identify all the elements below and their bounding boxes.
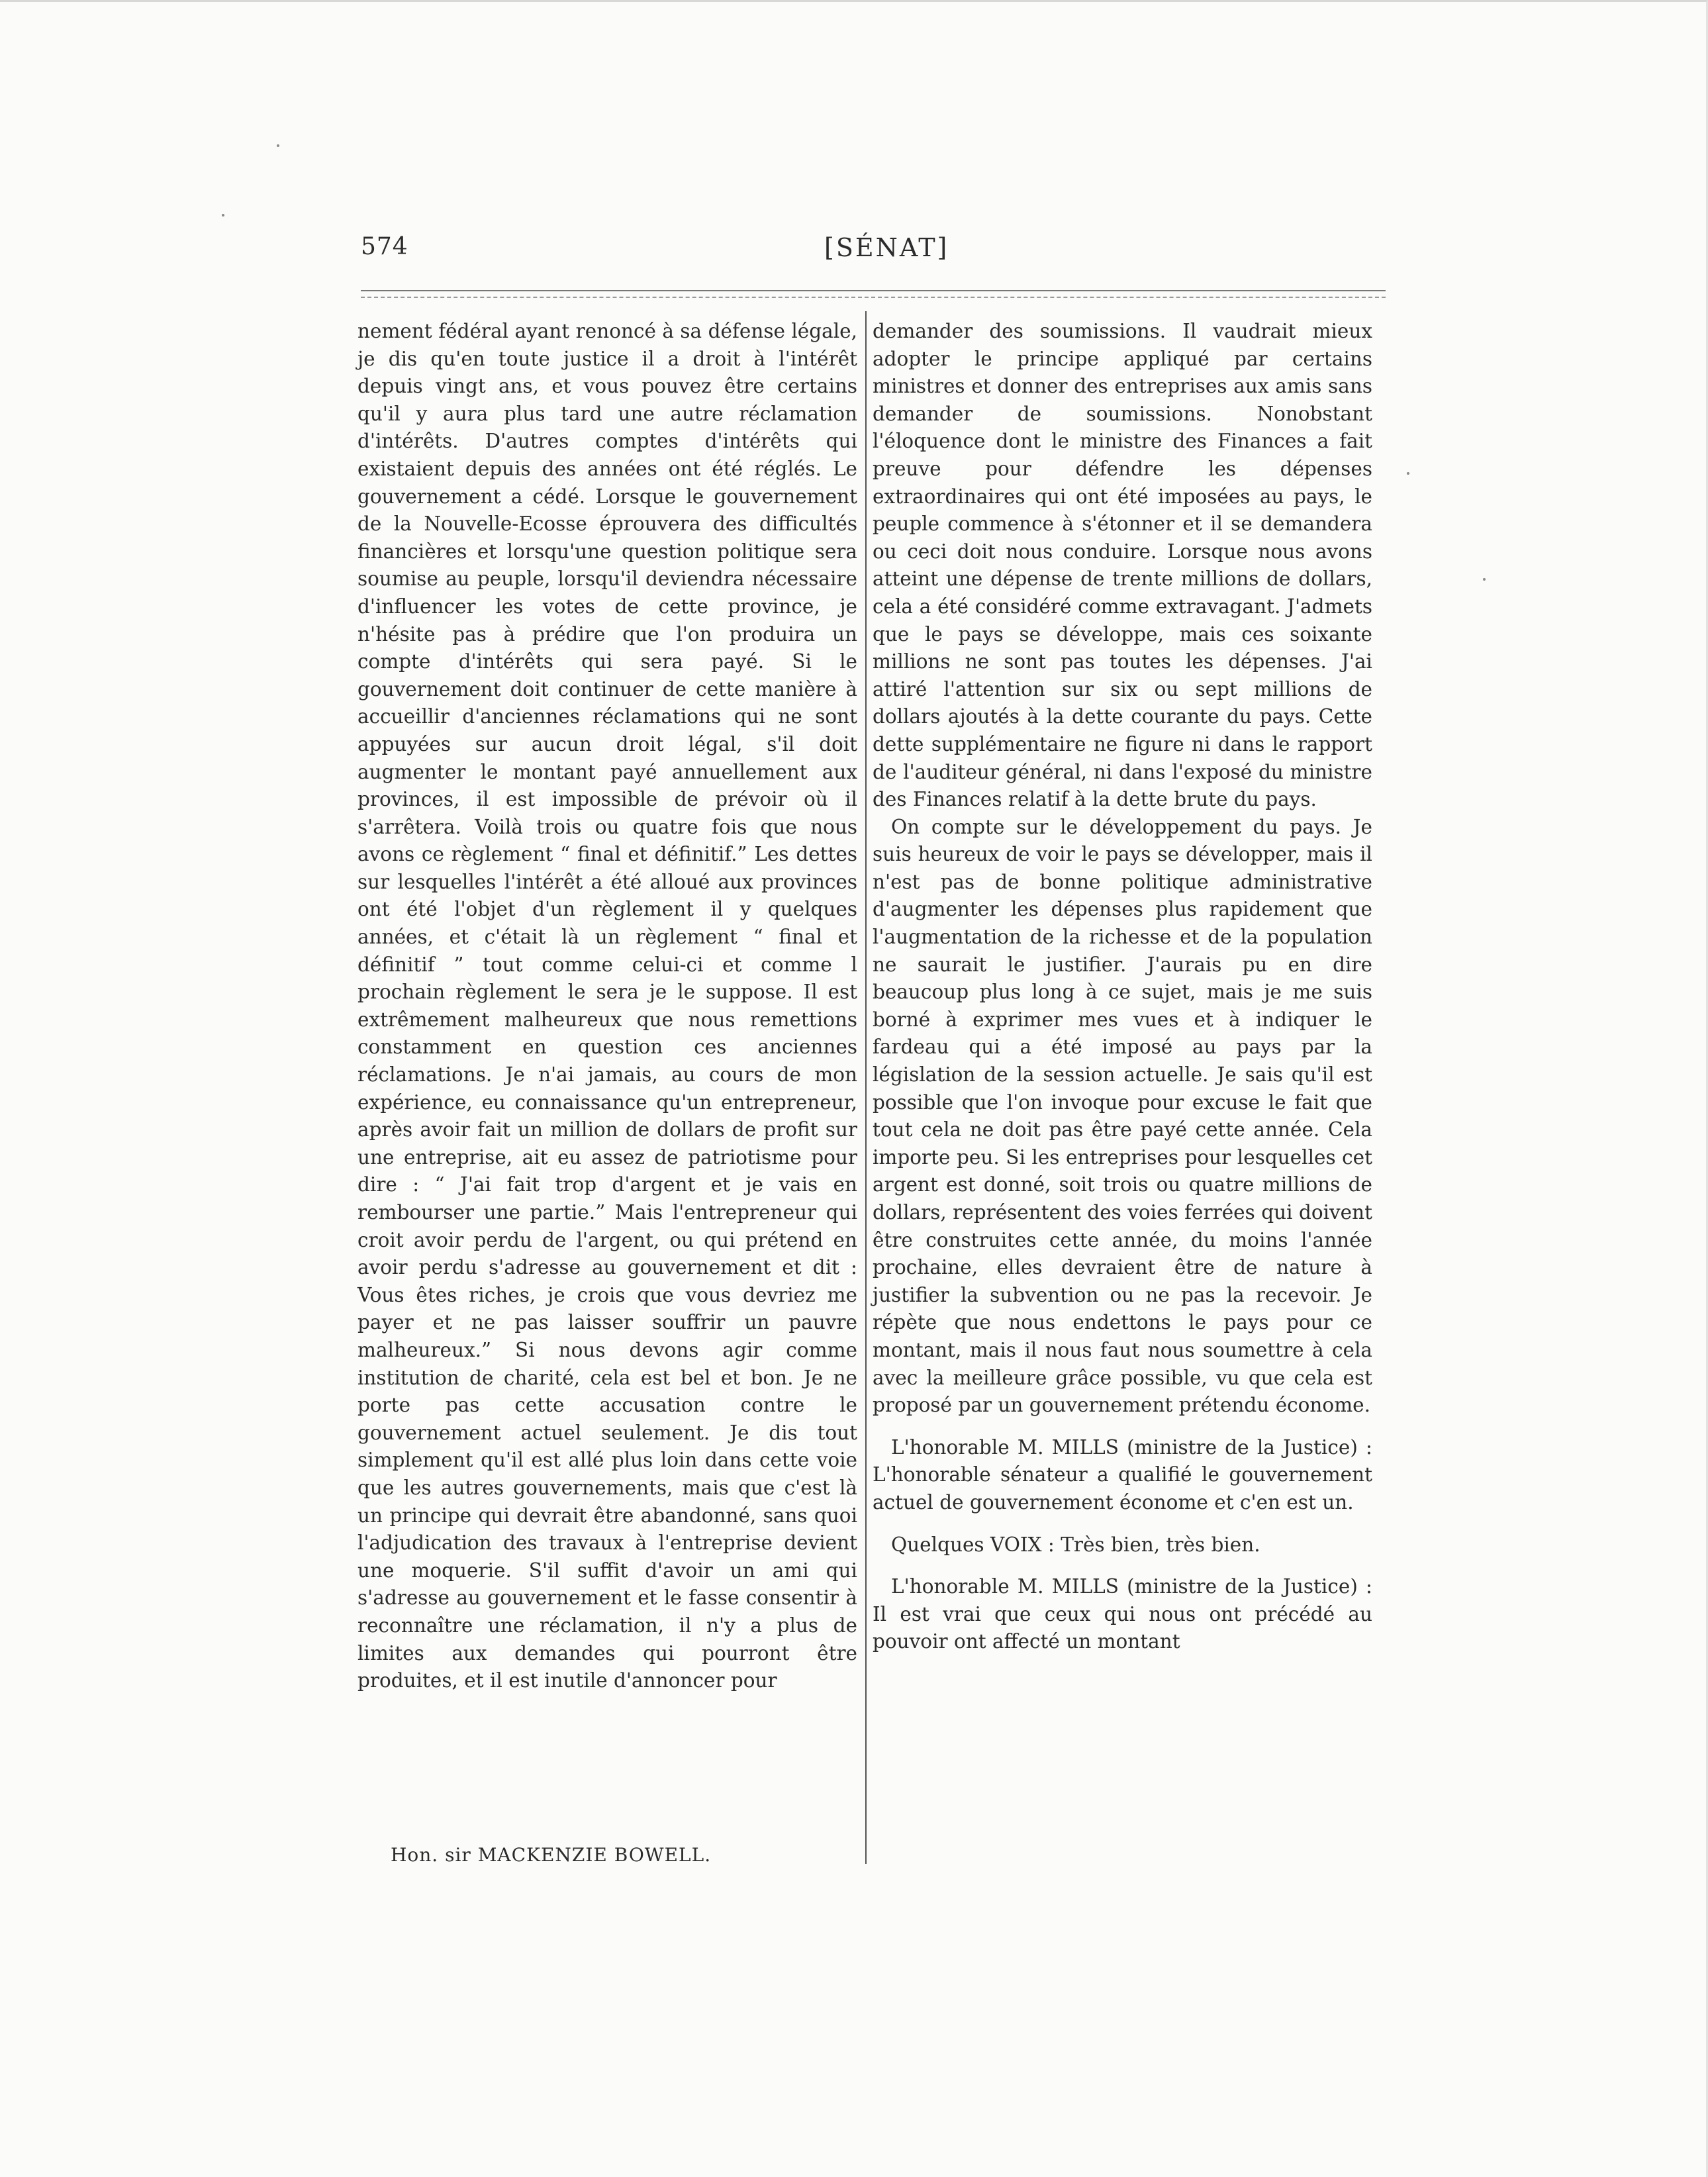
right-column xyxy=(873,318,1372,1656)
page-number: 574 xyxy=(361,233,408,260)
header-rule-secondary xyxy=(361,297,1386,298)
running-head: [SÉNAT] xyxy=(824,233,949,262)
speaker-paragraph-mills-1: L'honorable M. MILLS (ministre de la Justice) : L'honorable sénateur a qualifié le gouvernement actuel de gouvernement économe et c'en est un. xyxy=(873,1435,1372,1514)
speaker-paragraph-voix: Quelques VOIX : Très bien, très bien. xyxy=(891,1533,1260,1556)
scan-speck xyxy=(222,214,224,217)
page-header xyxy=(361,233,1387,266)
speaker-paragraph-mills-2: L'honorable M. MILLS (ministre de la Justice) : Il est vrai que ceux qui nous ont précédé au pouvoir ont affecté un montant xyxy=(873,1575,1372,1653)
scan-speck xyxy=(1407,472,1409,475)
column-divider xyxy=(865,311,867,1864)
right-paragraph-1: demander des soumissions. Il vaudrait mieux adopter le principe appliqué par certains ministres et donner des entreprises aux amis sans demander de soumissions. Nonobstant l'éloquence dont le ministre des Finances a fait preuve pour défendre les dépenses extraordinaires qui ont été imposées au pays, le peuple commence à s'étonner et il se demandera ou ceci doit nous conduire. Lorsque nous avons atteint une dépense de trente millions de dollars, cela a été considéré comme extravagant. J'admets que le pays se développe, mais ces soixante millions ne sont pas toutes les dépenses. J'ai attiré l'attention sur six ou sept millions de dollars ajoutés à la dette courante du pays. Cette dette supplémentaire ne figure ni dans le rapport de l'auditeur général, ni dans l'exposé du ministre des Finances relatif à la dette brute du pays. xyxy=(873,320,1372,811)
page-footer-speaker: Hon. sir MACKENZIE BOWELL. xyxy=(391,1844,712,1866)
left-paragraph-1: nement fédéral ayant renoncé à sa défense légale, je dis qu'en toute justice il a droit à l'intérêt depuis vingt ans, et vous pouvez être certains qu'il y aura plus tard une autre réclamation d'intérêts. D'autres comptes d'intérêts qui existaient depuis des années ont été réglés. Le gouvernement a cédé. Lorsque le gouvernement de la Nouvelle-Ecosse éprouvera des difficultés financières et lorsqu'une question politique sera soumise au peuple, lorsqu'il deviendra nécessaire d'influencer les votes de cette province, je n'hésite pas à prédire que l'on produira un compte d'intérêts qui sera payé. Si le gouvernement doit continuer de cette manière à accueillir d'anciennes réclamations qui ne sont appuyées sur aucun droit légal, s'il doit augmenter le montant payé annuellement aux provinces, il est impossible de prévoir où il s'arrêtera. Voilà trois ou quatre fois que nous avons ce règlement “ final et définitif.” Les dettes sur lesquelles l'intérêt a été alloué aux provinces ont été l'objet d'un règlement il y quelques années, et c'était là un règlement “ final et définitif ” tout comme celui-ci et comme l prochain règlement le sera je le suppose. Il est extrêmement malheureux que nous remettions constamment en question ces anciennes réclamations. Je n'ai jamais, au cours de mon expérience, eu connaissance qu'un entrepreneur, après avoir fait un million de dollars de profit sur une entreprise, ait eu assez de patriotisme pour dire : “ J'ai fait trop d'argent et je vais en rembourser une partie.” Mais l'entrepreneur qui croit avoir perdu de l'argent, ou qui prétend en avoir perdu s'adresse au gouvernement et dit : Vous êtes riches, je crois que vous devriez me payer et ne pas laisser souffrir un pauvre malheureux.” Si nous devons agir comme institution de charité, cela est bel et bon. Je ne porte pas cette accusation contre le gouvernement actuel seulement. Je dis tout simplement qu'il est allé plus loin dans cette voie que les autres gouvernements, mais que c'est là un principe qui devrait être abandonné, sans quoi l'adjudication des travaux à l'entreprise devient une moquerie. S'il suffit d'avoir un ami qui s'adresse au gouvernement et le fasse consentir à reconnaître une réclamation, il n'y a plus de limites aux demandes qui pourront être produites, et il est inutile d'annoncer pour xyxy=(357,320,857,1692)
right-paragraph-2: On compte sur le développement du pays. Je suis heureux de voir le pays se développer, mais il n'est pas de bonne politique administrative d'augmenter les dépenses plus rapidement que l'augmentation de la richesse et de la population ne saurait le justifier. J'aurais pu en dire beaucoup plus long à ce sujet, mais je me suis borné à exprimer mes vues et à indiquer le fardeau qui a été imposé au pays par la législation de la session actuelle. Je sais qu'il est possible que l'on invoque pour excuse le fait que tout cela ne doit pas être payé cette année. Cela importe peu. Si les entreprises pour lesquelles cet argent est donné, soit trois ou quatre millions de dollars, représentent des voies ferrées qui doivent être construites cette année, du moins l'année prochaine, elles devraient être de nature à justifier la subvention ou ne pas la recevoir. Je répète que nous endettons le pays pour ce montant, mais il nous faut nous soumettre à cela avec la meilleure grâce possible, vu que cela est proposé par un gouvernement prétendu économe. xyxy=(873,815,1372,1417)
scan-speck xyxy=(1483,578,1486,581)
left-column xyxy=(357,318,857,1695)
scan-speck xyxy=(277,144,279,147)
header-rule xyxy=(361,290,1386,291)
